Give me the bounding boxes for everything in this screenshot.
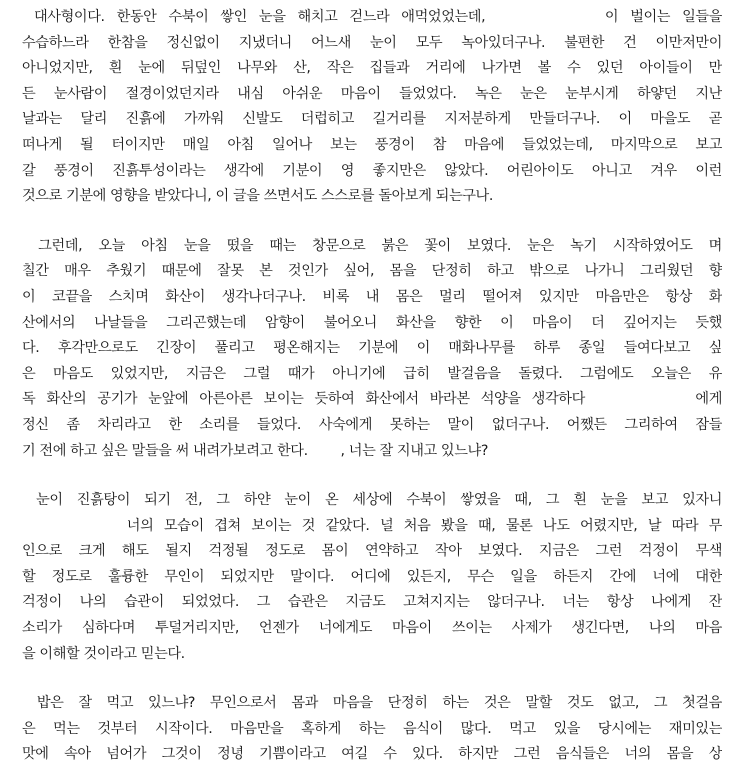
paragraph-4 — [22, 691, 722, 768]
text-line: 대사형이다. 한동안 수북이 쌓인 눈을 해치고 걷느라 애먹었었는데, 이 벌이는 일들을 — [22, 9, 722, 25]
text-line: 다. 후각만으로도 긴장이 풀리고 평온해지는 기분에 이 매화나무를 하루 종일 들여다보고 싶 — [22, 340, 722, 357]
text-line: 든 눈사람이 절경이었던지라 내심 아쉬운 마음이 들었었다. 녹은 눈은 눈부시게 하얗던 지난 — [22, 85, 722, 102]
text-line: 칠간 매우 추웠기 때문에 잘못 본 것인가 싶어, 몸을 단정히 하고 밖으로 나가니 그리웠던 향 — [22, 263, 722, 280]
text-line: 할 정도로 훌륭한 무인이 되었지만 말이다. 어디에 있든지, 무슨 일을 하든지 간에 너에 대한 — [22, 568, 722, 585]
text-line: 을 이해할 것이라고 믿는다. — [22, 645, 185, 662]
text-line: 맛에 속아 넘어가 그것이 정녕 기쁨이라고 여길 수 있다. 하지만 그런 음식들은 너의 몸을 상 — [22, 746, 722, 763]
text-line: 것으로 기분에 영향을 받았다니, 이 글을 쓰면서도 스스로를 돌아보게 되는구나. — [22, 188, 493, 205]
text-line: 정신 좀 차리라고 한 소리를 들었다. 사숙에게 못하는 말이 없더구나. 어쨌든 그리하여 잠들 — [22, 416, 722, 433]
text-line: 걱정이 나의 습관이 되었었다. 그 습관은 지금도 고쳐지지는 않더구나. 너는 항상 나에게 잔 — [22, 594, 722, 611]
letter-page — [22, 0, 722, 768]
paragraph-3 — [22, 488, 722, 667]
paragraph-2 — [22, 234, 722, 464]
text-line: 기 전에 하고 싶은 말들을 써 내려가보려고 한다. , 너는 잘 지내고 있느냐? — [22, 442, 488, 459]
text-line: 갈 풍경이 진흙투성이라는 생각에 기분이 영 좋지만은 않았다. 어린아이도 아니고 겨우 이런 — [22, 162, 722, 179]
text-line: 수습하느라 한참을 정신없이 지냈더니 어느새 눈이 모두 녹아있더구나. 불편한 건 이만저만이 — [22, 34, 722, 51]
text-line: 독 화산의 공기가 눈앞에 아른아른 보이는 듯하여 화산에서 바라본 석양을 생각하다 에게 — [22, 391, 722, 408]
paragraph-1 — [22, 5, 722, 210]
paragraph-spacer — [22, 667, 722, 691]
text-line: 그런데, 오늘 아침 눈을 떴을 때는 창문으로 붉은 꽃이 보였다. 눈은 녹기 시작하였어도 며 — [22, 237, 722, 254]
text-line: 인으로 크게 해도 될지 걱정될 정도로 몸이 연약하고 작아 보였다. 지금은 그런 걱정이 무색 — [22, 543, 722, 560]
text-line: 소리가 심하다며 투덜거리지만, 언젠가 너에게도 마음이 쓰이는 사제가 생긴다면, 나의 마음 — [22, 620, 722, 637]
text-line: 너의 모습이 겹쳐 보이는 것 같았다. 널 처음 봤을 때, 물론 나도 어렸지만, 날 따라 무 — [22, 517, 722, 534]
text-line: 떠나게 될 터이지만 매일 아침 일어나 보는 풍경이 참 마음에 들었었는데, 마지막으로 보고 — [22, 136, 722, 153]
text-line: 날과는 달리 진흙에 가까워 신발도 더럽히고 길거리를 지저분하게 만들더구나. 이 마을도 곧 — [22, 111, 722, 128]
text-line: 산에서의 나날들을 그리곤했는데 암향이 불어오니 화산을 향한 이 마음이 더 깊어지는 듯했 — [22, 314, 722, 331]
text-line: 은 마음도 있었지만, 지금은 그럴 때가 아니기에 급히 발걸음을 돌렸다. 그럼에도 오늘은 유 — [22, 365, 722, 382]
paragraph-spacer — [22, 210, 722, 234]
text-line: 눈이 진흙탕이 되기 전, 그 하얀 눈이 온 세상에 수북이 쌓였을 때, 그 흰 눈을 보고 있자니 — [22, 492, 722, 509]
text-line: 은 먹는 것부터 시작이다. 마음만을 혹하게 하는 음식이 많다. 먹고 있을 당시에는 재미있는 — [22, 720, 722, 737]
text-line: 밥은 잘 먹고 있느냐? 무인으로서 몸과 마음을 단정히 하는 것은 말할 것도 없고, 그 첫걸음 — [22, 695, 722, 712]
text-line: 아니었지만, 흰 눈에 뒤덮인 나무와 산, 작은 집들과 거리에 나가면 볼 수 있던 아이들이 만 — [22, 60, 722, 77]
paragraph-spacer — [22, 464, 722, 488]
text-line: 이 코끝을 스치며 화산이 생각나더구나. 비록 내 몸은 멀리 떨어져 있지만 마음만은 항상 화 — [22, 288, 722, 305]
